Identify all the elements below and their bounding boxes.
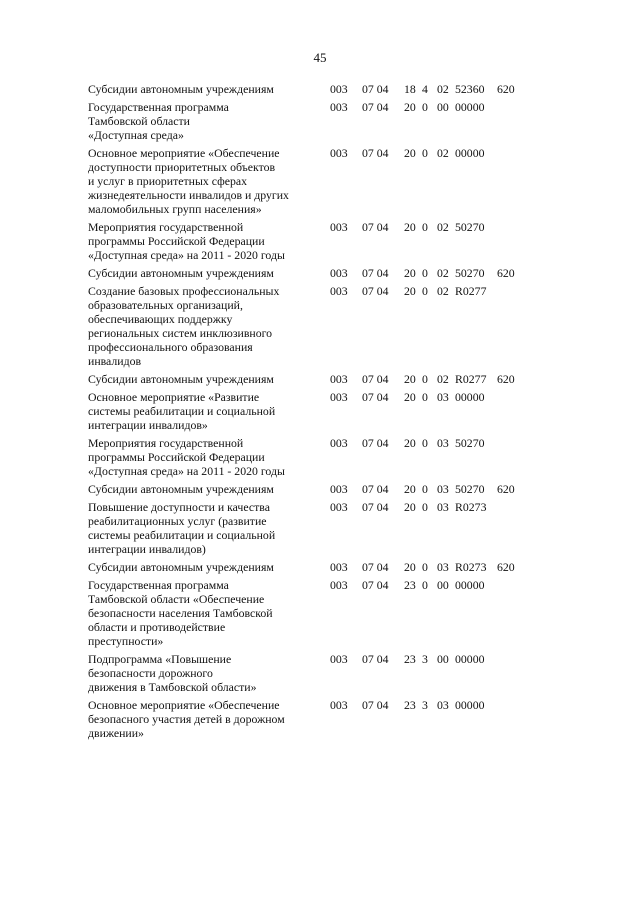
row-csr-event: 00 xyxy=(437,100,449,114)
row-csr-direction: 50270 xyxy=(455,436,485,450)
row-csr-subprogram: 0 xyxy=(422,266,428,280)
row-section: 07 04 xyxy=(362,390,389,404)
row-csr-direction: 00000 xyxy=(455,100,485,114)
row-csr-event: 02 xyxy=(437,220,449,234)
row-name: Мероприятия государственной программы Российской Федерации «Доступная среда» на 2011 - 2020 годы xyxy=(88,220,285,262)
row-section: 07 04 xyxy=(362,284,389,298)
row-csr-subprogram: 0 xyxy=(422,482,428,496)
row-name: Основное мероприятие «Обеспечение доступности приоритетных объектов и услуг в приоритетных сферах жизнедеятельности инвалидов и других маломобильных групп населения» xyxy=(88,146,289,216)
row-admin-code: 003 xyxy=(330,560,348,574)
page-number: 45 xyxy=(313,50,327,65)
row-expense-type: 620 xyxy=(497,482,515,496)
row-csr-event: 03 xyxy=(437,482,449,496)
row-section: 07 04 xyxy=(362,698,389,712)
row-csr-event: 02 xyxy=(437,266,449,280)
row-section: 07 04 xyxy=(362,146,389,160)
row-name: Основное мероприятие «Обеспечение безопасного участия детей в дорожном движении» xyxy=(88,698,285,740)
row-name: Субсидии автономным учреждениям xyxy=(88,560,274,574)
row-csr-program: 20 xyxy=(404,372,416,386)
row-csr-program: 20 xyxy=(404,146,416,160)
row-expense-type: 620 xyxy=(497,372,515,386)
row-expense-type: 620 xyxy=(497,82,515,96)
row-csr-subprogram: 0 xyxy=(422,390,428,404)
row-csr-subprogram: 3 xyxy=(422,652,428,666)
row-csr-program: 23 xyxy=(404,698,416,712)
row-csr-direction: R0277 xyxy=(455,372,487,386)
row-section: 07 04 xyxy=(362,372,389,386)
row-admin-code: 003 xyxy=(330,390,348,404)
row-csr-subprogram: 3 xyxy=(422,698,428,712)
row-name: Мероприятия государственной программы Российской Федерации «Доступная среда» на 2011 - 2020 годы xyxy=(88,436,285,478)
row-csr-subprogram: 0 xyxy=(422,372,428,386)
row-csr-subprogram: 0 xyxy=(422,578,428,592)
row-csr-event: 03 xyxy=(437,560,449,574)
row-csr-event: 03 xyxy=(437,698,449,712)
row-csr-program: 20 xyxy=(404,390,416,404)
row-csr-direction: R0277 xyxy=(455,284,487,298)
row-csr-direction: 00000 xyxy=(455,390,485,404)
row-admin-code: 003 xyxy=(330,284,348,298)
row-csr-subprogram: 0 xyxy=(422,284,428,298)
row-csr-event: 02 xyxy=(437,82,449,96)
row-csr-program: 23 xyxy=(404,578,416,592)
row-csr-direction: R0273 xyxy=(455,500,487,514)
row-expense-type: 620 xyxy=(497,560,515,574)
row-csr-direction: 50270 xyxy=(455,266,485,280)
row-csr-direction: 50270 xyxy=(455,482,485,496)
row-csr-program: 20 xyxy=(404,560,416,574)
row-section: 07 04 xyxy=(362,482,389,496)
row-csr-program: 20 xyxy=(404,284,416,298)
row-csr-subprogram: 0 xyxy=(422,500,428,514)
row-csr-event: 00 xyxy=(437,652,449,666)
row-section: 07 04 xyxy=(362,500,389,514)
row-section: 07 04 xyxy=(362,436,389,450)
row-csr-subprogram: 0 xyxy=(422,146,428,160)
row-admin-code: 003 xyxy=(330,578,348,592)
row-csr-direction: 00000 xyxy=(455,146,485,160)
row-name: Субсидии автономным учреждениям xyxy=(88,82,274,96)
row-section: 07 04 xyxy=(362,266,389,280)
row-csr-direction: 50270 xyxy=(455,220,485,234)
row-section: 07 04 xyxy=(362,560,389,574)
row-csr-program: 20 xyxy=(404,500,416,514)
row-csr-event: 00 xyxy=(437,578,449,592)
row-csr-subprogram: 0 xyxy=(422,100,428,114)
row-csr-program: 23 xyxy=(404,652,416,666)
row-name: Государственная программа Тамбовской области «Доступная среда» xyxy=(88,100,229,142)
row-section: 07 04 xyxy=(362,82,389,96)
row-admin-code: 003 xyxy=(330,500,348,514)
row-name: Подпрограмма «Повышение безопасности дорожного движения в Тамбовской области» xyxy=(88,652,257,694)
row-csr-program: 20 xyxy=(404,266,416,280)
row-csr-direction: 00000 xyxy=(455,652,485,666)
row-csr-program: 20 xyxy=(404,436,416,450)
row-name: Субсидии автономным учреждениям xyxy=(88,266,274,280)
row-csr-program: 20 xyxy=(404,482,416,496)
row-admin-code: 003 xyxy=(330,82,348,96)
row-csr-event: 03 xyxy=(437,500,449,514)
row-admin-code: 003 xyxy=(330,652,348,666)
row-csr-program: 20 xyxy=(404,100,416,114)
row-admin-code: 003 xyxy=(330,482,348,496)
row-admin-code: 003 xyxy=(330,698,348,712)
row-csr-subprogram: 0 xyxy=(422,560,428,574)
row-csr-program: 20 xyxy=(404,220,416,234)
row-csr-subprogram: 4 xyxy=(422,82,428,96)
row-csr-event: 02 xyxy=(437,146,449,160)
row-name: Создание базовых профессиональных образовательных организаций, обеспечивающих поддержку региональных систем инклюзивного профессионального образования инвалидов xyxy=(88,284,280,368)
row-admin-code: 003 xyxy=(330,100,348,114)
row-csr-subprogram: 0 xyxy=(422,220,428,234)
row-csr-subprogram: 0 xyxy=(422,436,428,450)
row-name: Основное мероприятие «Развитие системы реабилитации и социальной интеграции инвалидов» xyxy=(88,390,276,432)
row-csr-event: 02 xyxy=(437,372,449,386)
row-csr-direction: 52360 xyxy=(455,82,485,96)
row-section: 07 04 xyxy=(362,220,389,234)
row-csr-event: 02 xyxy=(437,284,449,298)
row-admin-code: 003 xyxy=(330,266,348,280)
row-section: 07 04 xyxy=(362,100,389,114)
row-csr-program: 18 xyxy=(404,82,416,96)
row-csr-event: 03 xyxy=(437,390,449,404)
row-admin-code: 003 xyxy=(330,436,348,450)
row-csr-direction: 00000 xyxy=(455,698,485,712)
row-name: Субсидии автономным учреждениям xyxy=(88,372,274,386)
row-admin-code: 003 xyxy=(330,146,348,160)
row-admin-code: 003 xyxy=(330,372,348,386)
row-csr-direction: 00000 xyxy=(455,578,485,592)
row-expense-type: 620 xyxy=(497,266,515,280)
row-admin-code: 003 xyxy=(330,220,348,234)
row-name: Субсидии автономным учреждениям xyxy=(88,482,274,496)
row-csr-event: 03 xyxy=(437,436,449,450)
row-name: Государственная программа Тамбовской области «Обеспечение безопасности населения Тамбовской области и противодействие преступности» xyxy=(88,578,273,648)
row-csr-direction: R0273 xyxy=(455,560,487,574)
row-name: Повышение доступности и качества реабилитационных услуг (развитие системы реабилитации и социальной интеграции инвалидов) xyxy=(88,500,276,556)
row-section: 07 04 xyxy=(362,578,389,592)
row-section: 07 04 xyxy=(362,652,389,666)
